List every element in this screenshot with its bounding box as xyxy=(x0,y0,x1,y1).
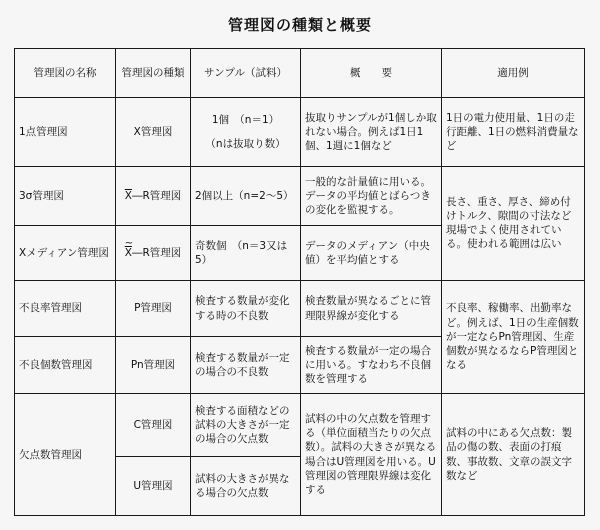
example-cell: 1日の電力使用量、1日の走行距離、1日の燃料消費量など xyxy=(442,98,585,167)
overview-cell: 検査する数量が一定の場合に用いる。すなわち不良個数を管理する xyxy=(301,337,442,394)
header-name: 管理図の名称 xyxy=(15,49,116,98)
header-sample: サンプル（試料） xyxy=(191,49,301,98)
chart-name: 不良個数管理図 xyxy=(15,337,116,394)
overview-cell: 検査数量が異なるごとに管理限界線が変化する xyxy=(301,280,442,337)
example-cell: 長さ、重さ、厚さ、締め付けトルク、隙間の寸法など現場でよく使用されている。使われる範囲は広い xyxy=(442,166,585,280)
overview-cell: データのメディアン（中央値）を平均値とする xyxy=(301,225,442,280)
x-tilde-bar-symbol: ~ $\overline{X}$ xyxy=(125,246,132,260)
sample-cell: 奇数個 （n＝3又は5） xyxy=(191,225,301,280)
overview-cell: 抜取りサンプルが1個しか取れない場合。例えば1日1個、1週に1個など xyxy=(301,98,442,167)
chart-name: 欠点数管理図 xyxy=(15,394,116,516)
table-row xyxy=(15,394,585,457)
header-example: 適用例 xyxy=(442,49,585,98)
header-overview: 概 要 xyxy=(301,49,442,98)
header-row xyxy=(15,49,585,98)
overview-cell: 試料の中の欠点数を管理する（単位面積当たりの欠点数）。試料の大きさが異なる場合はU管理図を用いる。U管理図の管理限界線は変化する xyxy=(301,394,442,516)
chart-name: 不良率管理図 xyxy=(15,280,116,337)
header-kind: 管理図の種類 xyxy=(116,49,191,98)
example-cell: 試料の中にある欠点数：製品の傷の数、表面の打痕数、事故数、文章の誤文字数など xyxy=(442,394,585,516)
control-chart-table xyxy=(14,48,585,516)
table-row xyxy=(15,166,585,225)
chart-kind-suffix: ―R管理図 xyxy=(131,246,182,259)
sample-cell xyxy=(191,98,301,167)
x-bar-symbol: $\overline{X}$ xyxy=(124,189,132,202)
chart-kind: X管理図 xyxy=(116,98,191,167)
sample-cell: 検査する数量が変化する時の不良数 xyxy=(191,280,301,337)
chart-kind-suffix: ―R管理図 xyxy=(131,189,182,202)
sample-cell: 2個以上（n=2～5） xyxy=(191,166,301,225)
chart-kind: C管理図 xyxy=(116,394,191,457)
chart-kind: U管理図 xyxy=(116,457,191,516)
chart-kind: Pn管理図 xyxy=(116,337,191,394)
chart-kind: P管理図 xyxy=(116,280,191,337)
table-row xyxy=(15,98,585,167)
sample-cell: 検査する面積などの試料の大きさが一定の場合の欠点数 xyxy=(191,394,301,457)
sample-note: （nは抜取り数） xyxy=(205,137,286,150)
table-row xyxy=(15,280,585,337)
sample-text: 1個 （n＝1） xyxy=(211,113,280,126)
page-title: 管理図の種類と概要 xyxy=(227,16,372,34)
chart-name: 1点管理図 xyxy=(15,98,116,167)
chart-kind xyxy=(116,166,191,225)
sample-cell: 検査する数量が一定の場合の不良数 xyxy=(191,337,301,394)
chart-kind xyxy=(116,225,191,280)
chart-name: 3σ管理図 xyxy=(15,166,116,225)
chart-name: Xメディアン管理図 xyxy=(15,225,116,280)
sample-cell: 試料の大きさが異なる場合の欠点数 xyxy=(191,457,301,516)
overview-cell: 一般的な計量値に用いる。データの平均値とばらつきの変化を監視する。 xyxy=(301,166,442,225)
example-cell: 不良率、稼働率、出勤率など。例えば、1日の生産個数が一定ならPn管理図、生産個数が異なるならP管理図となる xyxy=(442,280,585,394)
